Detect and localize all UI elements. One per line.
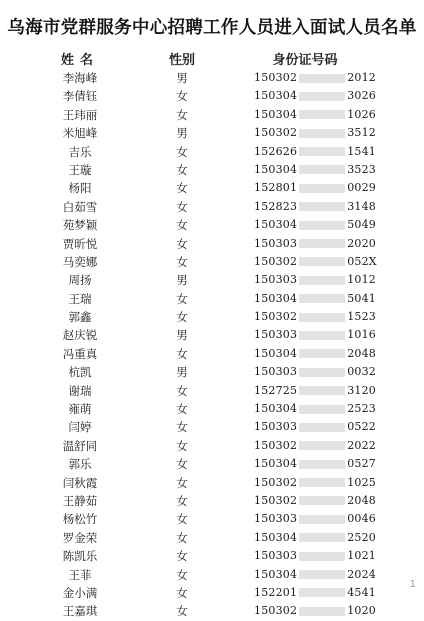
id-prefix: 150304 — [254, 346, 298, 360]
candidate-id-number — [254, 143, 376, 161]
document-title: 乌海市党群服务中心招聘工作人员进入面试人员名单 — [7, 18, 417, 38]
table-row — [0, 474, 424, 492]
candidate-name: 白茹雪 — [62, 199, 98, 214]
candidate-id-number — [254, 124, 376, 142]
candidate-gender: 女 — [176, 530, 188, 545]
id-redaction-mask — [299, 349, 345, 358]
id-redaction-mask — [299, 74, 345, 83]
id-redaction-mask — [299, 368, 345, 377]
candidate-id-number — [254, 179, 376, 197]
candidate-name: 郭乐 — [68, 457, 92, 472]
id-prefix: 150304 — [254, 107, 298, 121]
id-prefix: 152823 — [254, 199, 298, 213]
candidate-gender: 女 — [176, 420, 188, 435]
candidate-id-number — [254, 87, 376, 105]
candidate-id-number — [254, 602, 376, 620]
candidate-name: 王静茹 — [62, 493, 98, 508]
id-suffix: 2024 — [347, 567, 376, 581]
candidate-gender: 女 — [176, 107, 188, 122]
id-prefix: 150304 — [254, 567, 298, 581]
candidate-gender: 女 — [176, 89, 188, 104]
id-prefix: 150302 — [254, 604, 298, 618]
candidate-gender: 女 — [176, 218, 188, 233]
candidate-gender: 女 — [176, 585, 188, 600]
id-redaction-mask — [299, 165, 345, 174]
candidate-id-number — [254, 235, 376, 253]
table-row — [0, 326, 424, 344]
id-suffix: 1541 — [347, 144, 376, 158]
id-redaction-mask — [299, 478, 345, 487]
candidate-gender: 女 — [176, 604, 188, 619]
table-row — [0, 437, 424, 455]
table-row — [0, 106, 424, 124]
id-suffix: 1026 — [347, 107, 376, 121]
candidate-gender: 女 — [176, 346, 188, 361]
id-prefix: 150302 — [254, 71, 298, 84]
id-suffix: 3512 — [347, 126, 376, 140]
candidate-name: 周扬 — [68, 273, 92, 288]
candidate-name: 杨松竹 — [62, 512, 98, 527]
id-suffix: 1020 — [347, 604, 376, 618]
id-suffix: 052X — [347, 254, 377, 268]
id-prefix: 150303 — [254, 549, 298, 563]
column-header-gender: 性别 — [168, 53, 195, 68]
candidate-list — [0, 69, 424, 621]
id-prefix: 150302 — [254, 126, 298, 140]
candidate-gender: 女 — [176, 512, 188, 527]
id-prefix: 150303 — [254, 512, 298, 526]
table-row — [0, 143, 424, 161]
candidate-gender: 女 — [176, 475, 188, 490]
id-suffix: 3148 — [347, 199, 376, 213]
id-prefix: 150303 — [254, 420, 298, 434]
table-row — [0, 69, 424, 87]
candidate-gender: 女 — [176, 402, 188, 417]
candidate-name: 杨阳 — [68, 181, 92, 196]
id-prefix: 150303 — [254, 365, 298, 379]
id-redaction-mask — [299, 221, 345, 230]
candidate-name: 陈凯乐 — [62, 549, 98, 564]
table-row — [0, 271, 424, 289]
candidate-name: 谢瑞 — [68, 383, 92, 398]
id-prefix: 150303 — [254, 273, 298, 287]
table-row — [0, 87, 424, 105]
table-row — [0, 216, 424, 234]
id-prefix: 152201 — [254, 585, 298, 599]
id-redaction-mask — [299, 533, 345, 542]
candidate-name: 闫秋霞 — [62, 475, 98, 490]
candidate-name: 贾昕悦 — [62, 236, 98, 251]
candidate-id-number — [254, 326, 376, 344]
id-redaction-mask — [299, 313, 345, 322]
id-prefix: 152801 — [254, 181, 298, 195]
candidate-gender: 男 — [176, 365, 188, 380]
id-suffix: 2022 — [347, 438, 376, 452]
table-row — [0, 418, 424, 436]
id-prefix: 150302 — [254, 475, 298, 489]
id-suffix: 4541 — [347, 585, 376, 599]
page-number: 1 — [409, 579, 416, 590]
id-suffix: 0029 — [347, 181, 376, 195]
id-redaction-mask — [299, 570, 345, 579]
candidate-name: 马奕娜 — [62, 254, 98, 269]
candidate-id-number — [254, 418, 376, 436]
candidate-id-number — [254, 69, 376, 87]
table-row — [0, 382, 424, 400]
candidate-id-number — [254, 106, 376, 124]
candidate-name: 苑梦颖 — [62, 218, 98, 233]
candidate-name: 冯重真 — [62, 346, 98, 361]
candidate-id-number — [254, 455, 376, 473]
id-suffix: 0032 — [347, 365, 376, 379]
id-suffix: 0046 — [347, 512, 376, 526]
candidate-id-number — [254, 345, 376, 363]
candidate-gender: 女 — [176, 291, 188, 306]
id-redaction-mask — [299, 110, 345, 119]
id-suffix: 1025 — [347, 475, 376, 489]
table-row — [0, 308, 424, 326]
id-redaction-mask — [299, 607, 345, 616]
candidate-name: 吉乐 — [68, 144, 92, 159]
table-row — [0, 602, 424, 620]
candidate-id-number — [254, 382, 376, 400]
id-suffix: 3026 — [347, 89, 376, 103]
candidate-id-number — [254, 363, 376, 381]
id-redaction-mask — [299, 460, 345, 469]
candidate-name: 温舒同 — [62, 438, 98, 453]
candidate-name: 李倩钰 — [62, 89, 98, 104]
candidate-gender: 男 — [176, 273, 188, 288]
id-suffix: 2048 — [347, 493, 376, 507]
id-redaction-mask — [299, 515, 345, 524]
table-row — [0, 363, 424, 381]
candidate-gender: 女 — [176, 549, 188, 564]
id-suffix: 2020 — [347, 236, 376, 250]
candidate-name: 雍萌 — [68, 402, 92, 417]
table-row — [0, 290, 424, 308]
id-redaction-mask — [299, 147, 345, 156]
column-header-id: 身份证号码 — [272, 53, 338, 68]
candidate-gender: 男 — [176, 328, 188, 343]
id-redaction-mask — [299, 257, 345, 266]
id-suffix: 3120 — [347, 383, 376, 397]
candidate-gender: 女 — [176, 236, 188, 251]
candidate-id-number — [254, 566, 376, 584]
candidate-gender: 男 — [176, 71, 188, 85]
candidate-id-number — [254, 510, 376, 528]
id-redaction-mask — [299, 129, 345, 138]
id-redaction-mask — [299, 441, 345, 450]
candidate-name: 米旭峰 — [62, 126, 98, 141]
id-suffix: 1523 — [347, 310, 376, 324]
candidate-gender: 女 — [176, 567, 188, 582]
id-prefix: 150304 — [254, 530, 298, 544]
id-redaction-mask — [299, 552, 345, 561]
id-suffix: 1021 — [347, 549, 376, 563]
id-prefix: 150304 — [254, 89, 298, 103]
id-suffix: 1012 — [347, 273, 376, 287]
candidate-id-number — [254, 271, 376, 289]
id-redaction-mask — [299, 331, 345, 340]
id-suffix: 2523 — [347, 402, 376, 416]
id-redaction-mask — [299, 184, 345, 193]
candidate-name: 王璇 — [68, 162, 92, 177]
id-suffix: 2012 — [347, 71, 376, 84]
id-redaction-mask — [299, 276, 345, 285]
id-redaction-mask — [299, 239, 345, 248]
candidate-id-number — [254, 161, 376, 179]
id-prefix: 152725 — [254, 383, 298, 397]
candidate-gender: 女 — [176, 254, 188, 269]
id-prefix: 150304 — [254, 218, 298, 232]
candidate-name: 王瑞 — [68, 291, 92, 306]
id-prefix: 150302 — [254, 310, 298, 324]
candidate-id-number — [254, 198, 376, 216]
id-redaction-mask — [299, 496, 345, 505]
table-row — [0, 161, 424, 179]
candidate-id-number — [254, 474, 376, 492]
id-prefix: 150302 — [254, 254, 298, 268]
table-row — [0, 124, 424, 142]
candidate-id-number — [254, 216, 376, 234]
candidate-id-number — [254, 400, 376, 418]
table-row — [0, 253, 424, 271]
candidate-id-number — [254, 290, 376, 308]
candidate-name: 杭凯 — [68, 365, 92, 380]
table-row — [0, 400, 424, 418]
id-prefix: 150303 — [254, 328, 298, 342]
candidate-id-number — [254, 437, 376, 455]
candidate-name: 赵庆锐 — [62, 328, 98, 343]
candidate-id-number — [254, 492, 376, 510]
id-redaction-mask — [299, 386, 345, 395]
table-row — [0, 345, 424, 363]
table-row — [0, 235, 424, 253]
candidate-name: 王玮丽 — [62, 107, 98, 122]
candidate-id-number — [254, 253, 377, 271]
table-row — [0, 529, 424, 547]
table-row — [0, 455, 424, 473]
id-prefix: 150304 — [254, 457, 298, 471]
candidate-id-number — [254, 308, 376, 326]
id-suffix: 5049 — [347, 218, 376, 232]
table-row — [0, 492, 424, 510]
candidate-name: 闫婷 — [68, 420, 92, 435]
id-suffix: 5041 — [347, 291, 376, 305]
candidate-name: 王嘉琪 — [62, 604, 98, 619]
table-row — [0, 179, 424, 197]
id-suffix: 2520 — [347, 530, 376, 544]
candidate-gender: 女 — [176, 310, 188, 325]
candidate-gender: 女 — [176, 144, 188, 159]
id-prefix: 150303 — [254, 236, 298, 250]
candidate-gender: 女 — [176, 162, 188, 177]
id-prefix: 150304 — [254, 162, 298, 176]
id-prefix: 150304 — [254, 291, 298, 305]
table-row — [0, 547, 424, 565]
candidate-name: 王菲 — [68, 567, 92, 582]
id-redaction-mask — [299, 588, 345, 597]
id-suffix: 0527 — [347, 457, 376, 471]
table-row — [0, 198, 424, 216]
candidate-gender: 男 — [176, 126, 188, 141]
candidate-gender: 女 — [176, 199, 188, 214]
candidate-gender: 女 — [176, 493, 188, 508]
candidate-name: 罗金荣 — [62, 530, 98, 545]
id-redaction-mask — [299, 423, 345, 432]
candidate-gender: 女 — [176, 438, 188, 453]
id-redaction-mask — [299, 92, 345, 101]
candidate-name: 李海峰 — [62, 71, 98, 85]
candidate-gender: 女 — [176, 181, 188, 196]
id-redaction-mask — [299, 405, 345, 414]
table-row — [0, 566, 424, 584]
id-prefix: 152626 — [254, 144, 298, 158]
id-redaction-mask — [299, 294, 345, 303]
id-redaction-mask — [299, 202, 345, 211]
id-prefix: 150304 — [254, 402, 298, 416]
candidate-id-number — [254, 547, 376, 565]
candidate-id-number — [254, 529, 376, 547]
id-prefix: 150302 — [254, 493, 298, 507]
id-suffix: 3523 — [347, 162, 376, 176]
table-row — [0, 510, 424, 528]
candidate-name: 金小满 — [62, 585, 98, 600]
id-suffix: 2048 — [347, 346, 376, 360]
id-suffix: 1016 — [347, 328, 376, 342]
id-suffix: 0522 — [347, 420, 376, 434]
candidate-name: 郭鑫 — [68, 310, 92, 325]
candidate-gender: 女 — [176, 383, 188, 398]
column-header-name: 姓名 — [60, 53, 99, 68]
candidate-gender: 女 — [176, 457, 188, 472]
id-prefix: 150302 — [254, 438, 298, 452]
